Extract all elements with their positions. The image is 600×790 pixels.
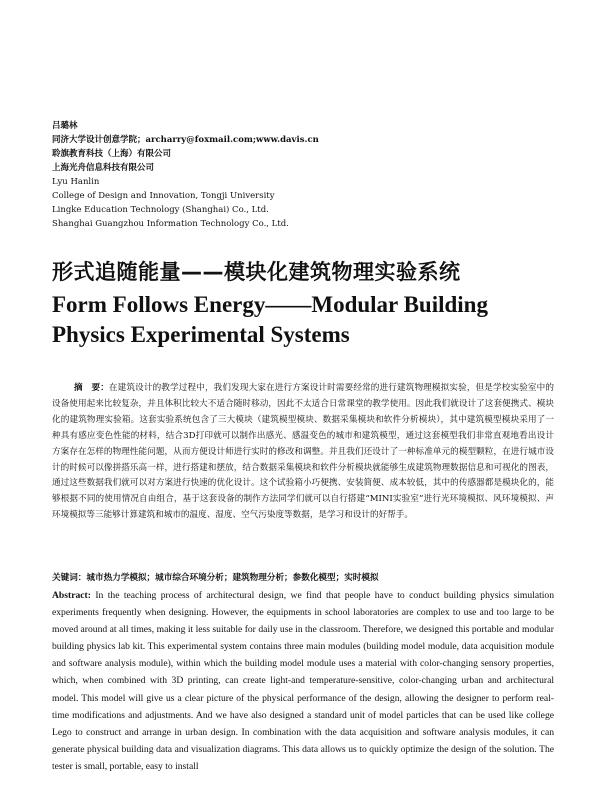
abstract-cn-text: 在建筑设计的教学过程中，我们发现大家在进行方案设计时需要经常的进行建筑物理模拟实验，但是学校实验室中的设备使用起来比较复杂，并且体积比较大不适合随时移动，因此不太适合日常课堂的教学使用。因此我们就设计了这套便携式、模块化的建筑物理实验箱。这套实验系统包含了三大模块（建筑模型模块、数据采集模块和软件分析模块），其中建筑模型模块采用了一种具有感应变色性能的材料，结合3D打印就可以制作出感光、感温变色的城市和建筑模型，通过这套模型我们非常直观地看出设计方案存在怎样的物理性能问题，从而方便设计师进行实时的修改和调整。并且我们还设计了一种标准单元的模型颗粒，在进行城市设计的时候可以像拼搭乐高一样，进行搭建和摆放，结合数据采集模块和软件分析模块就能够生成建筑物理数据信息和可视化的图表，通过这些数据我们就可以对方案进行快速的优化设计。这个试验箱小巧便携、安装简便、成本较低，其中的传感器都是模块化的，能够根据不同的使用情况自由组合，基于这套设备的制作方法同学们就可以自行搭建“MINI实验室”进行光环境模拟、风环境模拟、声环境模拟等三能够计算建筑和城市的温度、湿度、空气污染度等数据，是学习和设计的好帮手。 [52, 383, 554, 521]
author-name-en: Lyu Hanlin [52, 177, 100, 187]
title-english: Form Follows Energy——Modular Building Physics Experimental Systems [52, 292, 488, 347]
keywords-cn-label: 关键词： [52, 573, 87, 583]
keywords-chinese [52, 571, 554, 586]
author-name-cn: 吕璐林 [52, 121, 78, 131]
abstract-english [52, 587, 554, 775]
abstract-en-label: Abstract: [52, 590, 91, 601]
author-affiliation-en-2: Lingke Education Technology (Shanghai) Co., Ltd. [52, 205, 269, 215]
author-block [52, 119, 552, 231]
author-affiliation-cn-3: 上海光舟信息科技有限公司 [52, 163, 155, 173]
author-affiliation-cn-2: 聆旗教育科技（上海）有限公司 [52, 149, 172, 159]
abstract-cn-label: 摘 要： [74, 383, 109, 393]
title-chinese: 形式追随能量——模块化建筑物理实验系统 [52, 260, 461, 284]
author-affiliation-en-3: Shanghai Guangzhou Information Technology Co., Ltd. [52, 219, 289, 229]
keywords-cn-text: 城市热力学模拟；城市综合环境分析；建筑物理分析；参数化模型；实时模拟 [86, 573, 379, 583]
abstract-en-text: In the teaching process of architectural design, we find that people have to conduct building physics simulation experiments frequently when designing. However, the equipments in school laboratories are complex to use and too large to be moved around at all times, making it less suitable for daily use in the classroom. Therefore, we designed this portable and modular building physics lab kit. This experimental system contains three main modules (building model module, data acquisition module and software analysis module), within which the building model module uses a material with color-changing sensory properties, which, when combined with 3D printing, can create light-and temperature-sensitive, color-changing urban and architectural model. This model will give us a clear picture of the physical performance of the design, allowing the designer to perform real-time modifications and adjustments. And we have also designed a standard unit of model particles that can be used like college Lego to construct and arrange in urban design. In combination with the data acquisition and software analysis modules, it can generate physical building data and visualization diagrams. This data allows us to quickly optimize the design of the solution. The tester is small, portable, easy to install [52, 590, 554, 772]
abstract-chinese [52, 381, 554, 524]
author-affiliation-en-1: College of Design and Innovation, Tongji University [52, 191, 275, 201]
author-affiliation-cn-1: 同济大学设计创意学院；archarry@foxmail.com;www.davis.cn [52, 135, 319, 145]
